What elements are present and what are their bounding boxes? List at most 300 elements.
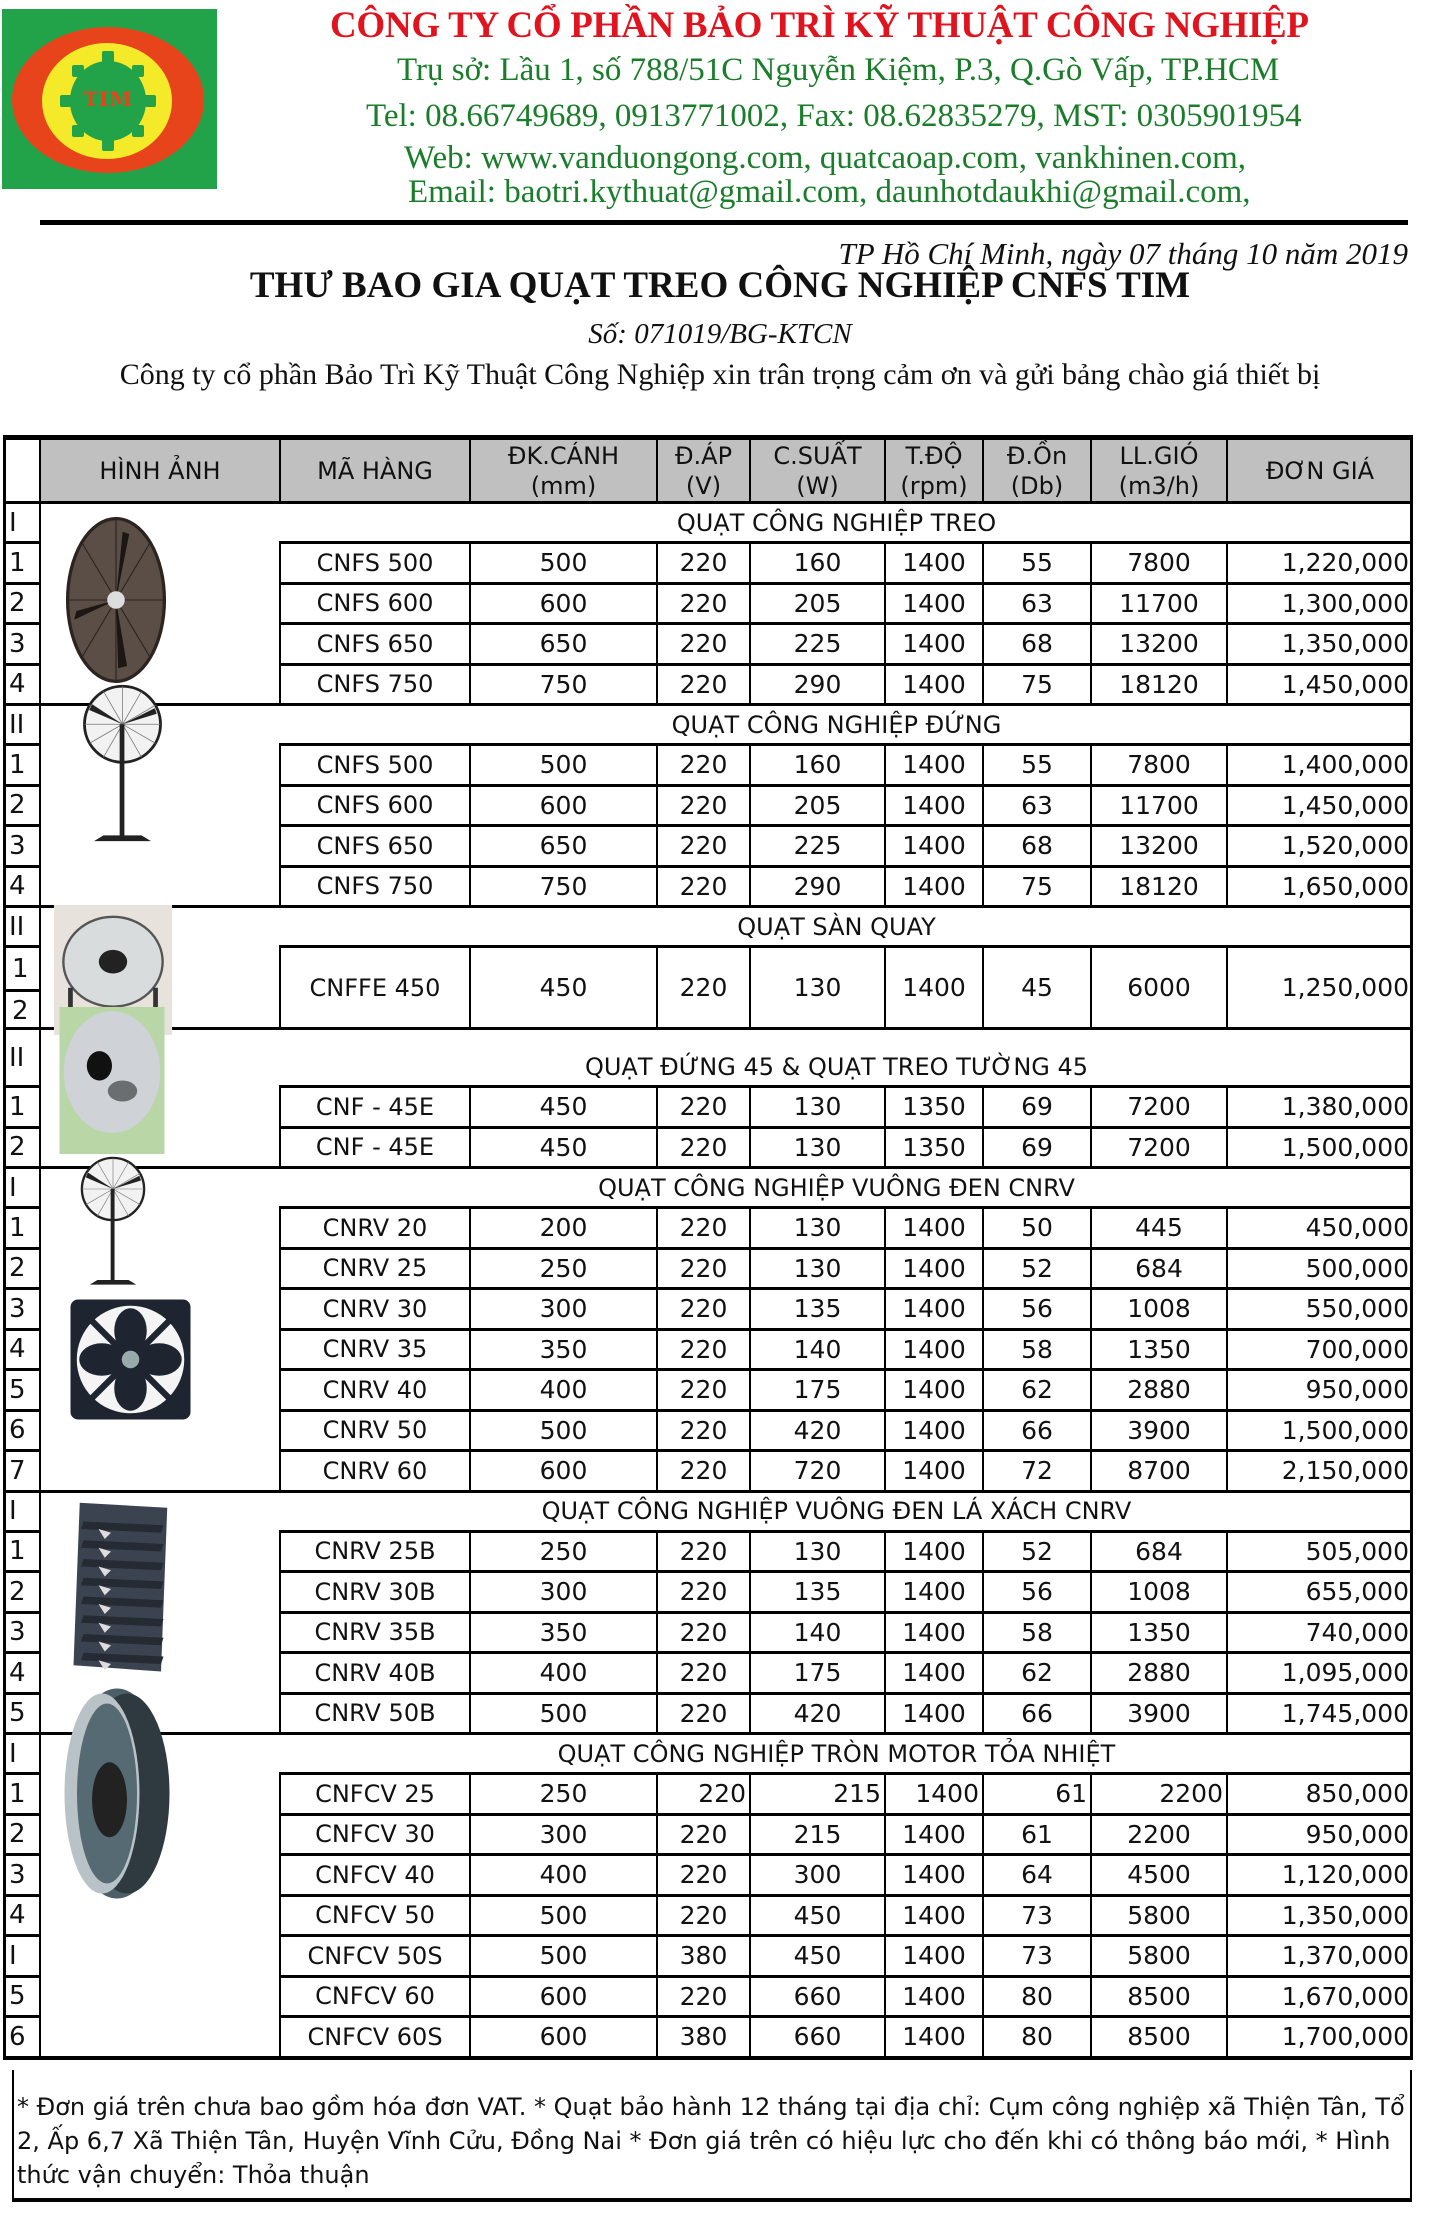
column-divider	[656, 1331, 658, 1369]
header-speed-line: (rpm)	[900, 471, 968, 500]
column-divider	[279, 1897, 281, 1935]
unit-price: 1,250,000	[1281, 973, 1409, 1002]
product-code: CNRV 25	[322, 1254, 428, 1283]
spec-diameter: 500	[539, 1698, 588, 1728]
column-divider	[884, 1209, 886, 1247]
column-divider	[982, 2018, 984, 2056]
header-power-line: (W)	[796, 471, 839, 500]
product-code: CNRV 40B	[314, 1658, 436, 1687]
column-divider	[1090, 2018, 1092, 2056]
column-divider	[982, 1209, 984, 1247]
column-divider	[1226, 1816, 1228, 1854]
spec-power: 130	[793, 1092, 842, 1122]
column-divider	[39, 1937, 41, 1975]
header-code: MÃ HÀNG	[317, 456, 433, 485]
product-code: CNRV 40	[322, 1375, 428, 1404]
document-number: Số: 071019/BG-KTCN	[588, 318, 852, 350]
spec-voltage: 220	[679, 1334, 728, 1364]
column-divider	[1226, 1897, 1228, 1935]
column-divider	[749, 666, 751, 704]
column-divider	[656, 1533, 658, 1571]
spec-voltage: 220	[679, 1900, 728, 1930]
spec-noise: 73	[1021, 1941, 1053, 1971]
product-code: CNFCV 60	[315, 1982, 435, 2011]
column-divider	[279, 585, 281, 623]
spec-noise: 58	[1021, 1334, 1053, 1364]
spec-power: 225	[793, 629, 842, 659]
header-index-cell	[3, 440, 40, 501]
column-divider	[279, 1371, 281, 1409]
unit-price: 1,350,000	[1281, 1900, 1409, 1930]
section-index: I	[9, 1172, 17, 1203]
column-divider	[982, 1856, 984, 1894]
column-divider	[1090, 868, 1092, 906]
section-title: QUẠT CÔNG NGHIỆP TREO	[676, 508, 997, 537]
spec-diameter: 300	[539, 1577, 588, 1607]
spec-power: 660	[793, 2022, 842, 2052]
column-divider	[749, 1452, 751, 1490]
row-number: 3	[9, 628, 26, 659]
column-divider	[279, 1331, 281, 1369]
column-divider	[884, 1250, 886, 1288]
column-divider	[982, 666, 984, 704]
column-divider	[39, 504, 41, 541]
column-divider	[982, 948, 984, 1027]
spec-speed: 1400	[902, 1577, 966, 1607]
company-address: Trụ sở: Lầu 1, số 788/51C Nguyễn Kiệm, P.3, Q.Gò Vấp, TP.HCM	[397, 52, 1280, 88]
column-divider	[469, 1371, 471, 1409]
column-divider	[749, 1573, 751, 1611]
spec-diameter: 400	[539, 1860, 588, 1890]
column-divider	[656, 625, 658, 663]
column-divider	[884, 666, 886, 704]
spec-airflow: 18120	[1119, 669, 1199, 699]
spec-diameter: 500	[539, 750, 588, 780]
column-divider	[749, 1088, 751, 1126]
spec-diameter: 450	[539, 1092, 588, 1122]
spec-airflow: 7200	[1127, 1132, 1191, 1162]
spec-airflow: 8700	[1127, 1456, 1191, 1486]
column-divider	[279, 1816, 281, 1854]
column-divider	[279, 1129, 281, 1167]
column-divider	[1226, 1856, 1228, 1894]
section-index: I	[9, 507, 17, 538]
column-divider	[1226, 868, 1228, 906]
column-divider	[749, 1897, 751, 1935]
column-divider	[279, 1573, 281, 1611]
spec-airflow: 18120	[1119, 871, 1199, 901]
column-divider	[39, 544, 41, 582]
row-number: 4	[9, 1657, 26, 1688]
product-code: CNFS 750	[316, 670, 434, 699]
spec-voltage: 220	[679, 1536, 728, 1566]
row-number: 4	[9, 669, 26, 700]
header-price: ĐƠN GIÁ	[1265, 456, 1375, 485]
column-divider	[884, 1937, 886, 1975]
product-code: CNFCV 25	[315, 1779, 435, 1808]
product-code: CNRV 50	[322, 1416, 428, 1445]
column-divider	[1226, 1250, 1228, 1288]
column-divider	[656, 1937, 658, 1975]
product-code: CNFS 750	[316, 872, 434, 901]
row-number: 2	[9, 1253, 26, 1284]
standing-industrial-fan-image	[75, 670, 170, 864]
column-divider	[656, 1452, 658, 1490]
spec-noise: 62	[1021, 1658, 1053, 1688]
column-divider	[1226, 440, 1228, 501]
column-divider	[1226, 746, 1228, 784]
column-divider	[1090, 1371, 1092, 1409]
table-row	[3, 663, 1413, 704]
column-divider	[1226, 625, 1228, 663]
column-divider	[469, 1129, 471, 1167]
column-divider	[39, 706, 41, 743]
product-code: CNFS 650	[316, 629, 434, 658]
column-divider	[982, 1250, 984, 1288]
company-web: Web: www.vanduongong.com, quatcaoap.com, vankhinen.com,	[404, 140, 1246, 176]
company-logo	[2, 9, 217, 189]
row-number: I	[9, 1940, 17, 1971]
column-divider	[656, 787, 658, 825]
column-divider	[884, 1978, 886, 2016]
column-divider	[1090, 787, 1092, 825]
column-divider	[469, 1978, 471, 2016]
spec-speed: 1400	[902, 871, 966, 901]
column-divider	[39, 1331, 41, 1369]
column-divider	[279, 1775, 281, 1813]
spec-speed: 1400	[902, 1860, 966, 1890]
unit-price: 500,000	[1305, 1253, 1409, 1283]
spec-diameter: 500	[539, 1941, 588, 1971]
column-divider	[1226, 1371, 1228, 1409]
company-email: Email: baotri.kythuat@gmail.com, daunhotdaukhi@gmail.com,	[408, 174, 1251, 210]
table-row	[3, 1975, 1413, 2016]
column-divider	[749, 1614, 751, 1652]
column-divider	[279, 827, 281, 865]
column-divider	[884, 625, 886, 663]
spec-power: 720	[793, 1456, 842, 1486]
column-divider	[982, 1654, 984, 1692]
spec-voltage: 220	[698, 1779, 746, 1809]
logo-text: TIM	[83, 87, 133, 111]
spec-diameter: 300	[539, 1294, 588, 1324]
spec-voltage: 220	[679, 1577, 728, 1607]
column-divider	[279, 1856, 281, 1894]
column-divider	[469, 1937, 471, 1975]
unit-price: 1,120,000	[1281, 1860, 1409, 1890]
section-header-row	[3, 703, 1413, 743]
header-divider	[40, 220, 1408, 225]
row-number: 2	[9, 1819, 26, 1850]
column-divider	[1090, 948, 1092, 1027]
spec-diameter: 500	[539, 1415, 588, 1445]
column-divider	[39, 908, 41, 945]
column-divider	[469, 1533, 471, 1571]
column-divider	[1226, 827, 1228, 865]
column-divider	[884, 1088, 886, 1126]
column-divider	[469, 440, 471, 501]
spec-airflow: 13200	[1119, 629, 1199, 659]
spec-noise: 80	[1021, 1981, 1053, 2011]
column-divider	[469, 1573, 471, 1611]
product-code: CNFS 500	[316, 750, 434, 779]
section-title: QUẠT CÔNG NGHIỆP VUÔNG ĐEN CNRV	[598, 1173, 1075, 1202]
column-divider	[749, 1209, 751, 1247]
column-divider	[469, 1088, 471, 1126]
column-divider	[1226, 2018, 1228, 2056]
spec-noise: 64	[1021, 1860, 1053, 1890]
column-divider	[884, 1856, 886, 1894]
date-line: TP Hồ Chí Minh, ngày 07 tháng 10 năm 2019	[838, 236, 1408, 271]
cnrv-standing-fan-image	[43, 1154, 183, 1294]
image-column-area	[41, 2015, 279, 2018]
spec-diameter: 500	[539, 548, 588, 578]
column-divider	[1090, 1775, 1092, 1813]
column-divider	[39, 1452, 41, 1490]
spec-airflow: 8500	[1127, 1981, 1191, 2011]
column-divider	[982, 440, 984, 501]
column-divider	[1226, 1088, 1228, 1126]
spec-diameter: 500	[539, 1900, 588, 1930]
spec-diameter: 600	[539, 2022, 588, 2052]
column-divider	[39, 1735, 41, 1772]
column-divider	[1090, 1088, 1092, 1126]
column-divider	[656, 544, 658, 582]
column-divider	[884, 1129, 886, 1167]
header-diameter	[470, 440, 657, 501]
axial-duct-fan-image	[47, 1681, 182, 1906]
spec-noise: 61	[1055, 1779, 1087, 1809]
column-divider	[469, 544, 471, 582]
column-divider	[39, 827, 41, 865]
product-code: CNRV 30	[322, 1294, 428, 1323]
spec-noise: 80	[1021, 2022, 1053, 2052]
spec-airflow: 11700	[1119, 588, 1199, 618]
spec-airflow: 5800	[1127, 1941, 1191, 1971]
column-divider	[656, 746, 658, 784]
column-divider	[656, 1897, 658, 1935]
column-divider	[656, 1573, 658, 1611]
column-divider	[39, 1030, 41, 1085]
column-divider	[1090, 1533, 1092, 1571]
column-divider	[1226, 1614, 1228, 1652]
section-index: I	[9, 1738, 17, 1769]
company-name: CÔNG TY CỔ PHẦN BẢO TRÌ KỸ THUẬT CÔNG NGHIỆP	[330, 5, 1309, 46]
spec-noise: 63	[1021, 588, 1053, 618]
column-divider	[982, 585, 984, 623]
section-title: QUẠT SÀN QUAY	[737, 912, 936, 941]
column-divider	[469, 2018, 471, 2056]
spec-power: 175	[793, 1658, 842, 1688]
column-divider	[39, 585, 41, 623]
column-divider	[1226, 1695, 1228, 1733]
column-divider	[39, 1371, 41, 1409]
column-divider	[884, 1331, 886, 1369]
row-number: 2	[9, 790, 26, 821]
spec-speed: 1400	[902, 831, 966, 861]
column-divider	[749, 1695, 751, 1733]
spec-voltage: 220	[679, 1415, 728, 1445]
column-divider	[884, 1452, 886, 1490]
column-divider	[39, 1533, 41, 1571]
unit-price: 450,000	[1305, 1213, 1409, 1243]
unit-price: 740,000	[1305, 1617, 1409, 1647]
header-noise-line: (Db)	[1010, 471, 1064, 500]
column-divider	[1090, 1573, 1092, 1611]
column-divider	[279, 1088, 281, 1126]
spec-speed: 1350	[902, 1092, 966, 1122]
table-row	[3, 1692, 1413, 1733]
column-divider	[39, 1816, 41, 1854]
spec-power: 175	[793, 1375, 842, 1405]
product-code: CNFFE 450	[309, 973, 441, 1002]
row-number: 2	[9, 1576, 26, 1607]
unit-price: 655,000	[1305, 1577, 1409, 1607]
spec-noise: 66	[1021, 1415, 1053, 1445]
column-divider	[1090, 1331, 1092, 1369]
spec-speed: 1400	[915, 1779, 979, 1809]
spec-speed: 1400	[902, 1536, 966, 1566]
header-airflow-line: (m3/h)	[1118, 471, 1200, 500]
column-divider	[982, 1129, 984, 1167]
column-divider	[749, 1816, 751, 1854]
spec-airflow: 8500	[1127, 2022, 1191, 2052]
spec-speed: 1400	[902, 1213, 966, 1243]
image-column-area	[41, 1975, 279, 1978]
column-divider	[982, 1452, 984, 1490]
column-divider	[884, 1695, 886, 1733]
column-divider	[884, 787, 886, 825]
column-divider	[749, 1533, 751, 1571]
table-row	[3, 1287, 1413, 1328]
notes-box	[12, 2070, 1412, 2202]
column-divider	[469, 787, 471, 825]
image-column-area	[41, 1934, 279, 1937]
column-divider	[884, 1897, 886, 1935]
table-row	[3, 622, 1413, 663]
spec-voltage: 220	[679, 1092, 728, 1122]
spec-speed: 1400	[902, 1941, 966, 1971]
spec-power: 205	[793, 790, 842, 820]
notes-text: * Đơn giá trên chưa bao gồm hóa đơn VAT. * Quạt bảo hành 12 tháng tại địa chỉ: Cụm công nghiệp xã Thiện Tân, Tổ 2, Ấp 6,7 Xã Thiện Tân, Huyện Vĩnh Cửu, Đồng Nai * Đơn giá trên có hiệu lực cho đến khi có thông báo mới, * Hình thức vận chuyển: Thỏa thuận	[17, 2093, 1405, 2189]
column-divider	[1090, 1978, 1092, 2016]
spec-noise: 69	[1021, 1092, 1053, 1122]
spec-airflow: 2880	[1127, 1658, 1191, 1688]
spec-noise: 66	[1021, 1698, 1053, 1728]
table-row	[3, 1570, 1413, 1611]
column-divider	[39, 787, 41, 825]
column-divider	[656, 948, 658, 1027]
spec-diameter: 400	[539, 1375, 588, 1405]
column-divider	[749, 868, 751, 906]
spec-voltage: 220	[679, 548, 728, 578]
table-row	[3, 1934, 1413, 1975]
column-divider	[982, 1937, 984, 1975]
spec-voltage: 220	[679, 1860, 728, 1890]
row-number: 5	[9, 1981, 26, 2012]
product-code: CNFS 500	[316, 548, 434, 577]
unit-price: 1,450,000	[1281, 790, 1409, 820]
column-divider	[884, 544, 886, 582]
spec-noise: 68	[1021, 831, 1053, 861]
row-number: 1	[12, 953, 29, 984]
spec-speed: 1400	[902, 973, 966, 1002]
table-row	[3, 1328, 1413, 1369]
column-divider	[1090, 666, 1092, 704]
section-index: I	[9, 1496, 17, 1526]
column-divider	[469, 948, 471, 1027]
column-divider	[1226, 544, 1228, 582]
spec-speed: 1350	[902, 1132, 966, 1162]
document-title: THƯ BAO GIA QUẠT TREO CÔNG NGHIỆP CNFS TIM	[249, 265, 1191, 306]
spec-power: 130	[793, 1253, 842, 1283]
column-divider	[279, 544, 281, 582]
column-divider	[39, 1250, 41, 1288]
spec-power: 450	[793, 1941, 842, 1971]
column-divider	[656, 827, 658, 865]
spec-noise: 52	[1021, 1253, 1053, 1283]
spec-speed: 1400	[902, 750, 966, 780]
spec-voltage: 220	[679, 1213, 728, 1243]
column-divider	[279, 1937, 281, 1975]
column-divider	[749, 544, 751, 582]
column-divider	[982, 1614, 984, 1652]
column-divider	[469, 1452, 471, 1490]
column-divider	[469, 1897, 471, 1935]
column-divider	[884, 827, 886, 865]
table-row	[3, 1085, 1413, 1126]
row-number: 1	[9, 1536, 26, 1567]
column-divider	[884, 948, 886, 1027]
spec-voltage: 220	[679, 790, 728, 820]
spec-diameter: 200	[539, 1213, 588, 1243]
product-code: CNFS 600	[316, 791, 434, 820]
column-divider	[469, 1856, 471, 1894]
company-phone: Tel: 08.66749689, 0913771002, Fax: 08.62835279, MST: 0305901954	[366, 98, 1302, 134]
spec-noise: 72	[1021, 1456, 1053, 1486]
section-header-row	[3, 501, 1413, 541]
column-divider	[1090, 1937, 1092, 1975]
spec-airflow: 1350	[1127, 1617, 1191, 1647]
row-number: 3	[9, 1859, 26, 1890]
section-header-row	[3, 1732, 1413, 1772]
unit-price: 1,095,000	[1281, 1658, 1409, 1688]
column-divider	[279, 440, 281, 501]
spec-speed: 1400	[902, 2022, 966, 2052]
spec-diameter: 600	[539, 790, 588, 820]
wall-fan--image	[47, 1007, 177, 1154]
table-row	[3, 784, 1413, 825]
header-noise-line: Đ.Ồn	[1006, 441, 1068, 470]
spec-airflow: 5800	[1127, 1900, 1191, 1930]
spec-diameter: 750	[539, 871, 588, 901]
spec-airflow: 13200	[1119, 831, 1199, 861]
unit-price: 700,000	[1305, 1334, 1409, 1364]
spec-power: 130	[793, 1213, 842, 1243]
column-divider	[982, 1897, 984, 1935]
table-row	[3, 2015, 1413, 2056]
spec-diameter: 450	[539, 1132, 588, 1162]
column-divider	[749, 1775, 751, 1813]
spec-speed: 1400	[902, 548, 966, 578]
louvered-exhaust-fan-image	[61, 1489, 186, 1679]
unit-price: 1,350,000	[1281, 629, 1409, 659]
header-airflow	[1091, 440, 1227, 501]
spec-airflow: 2200	[1159, 1779, 1223, 1809]
column-divider	[884, 2018, 886, 2056]
column-divider	[1090, 1654, 1092, 1692]
column-divider	[39, 1654, 41, 1692]
